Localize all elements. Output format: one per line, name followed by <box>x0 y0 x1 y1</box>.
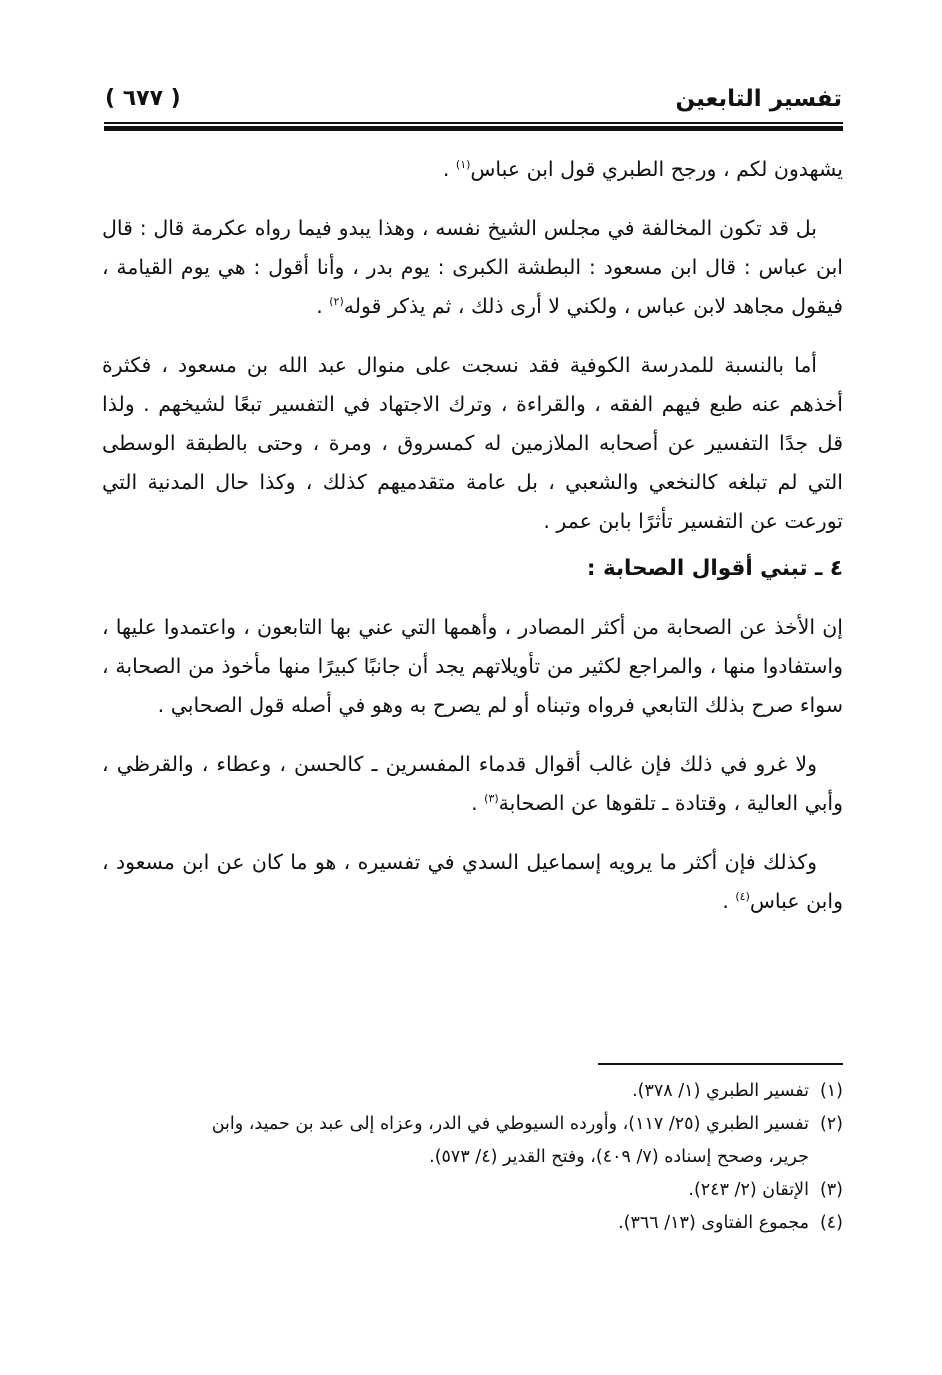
paragraph-1: يشهدون لكم ، ورجح الطبري قول ابن عباس$^{(١)}$ . <box>442 157 843 181</box>
footnote-ref-2: (٢) <box>329 295 344 309</box>
paragraph-6: وكذلك فإن أكثر ما يرويه إسماعيل السدي في تفسيره ، هو ما كان عن ابن مسعود ، وابن عباس$^{(٤)}$ . <box>102 850 843 913</box>
footnote-3: (٣)الإتقان (٢/ ٢٤٣). <box>688 1180 843 1200</box>
paragraph-5: ولا غرو في ذلك فإن غالب أقوال قدماء المفسرين ـ كالحسن ، وعطاء ، والقرظي ، وأبي العالية ، وقتادة ـ تلقوها عن الصحابة$^{(٣)}$ . <box>102 752 843 815</box>
header-rule-thick <box>104 126 843 131</box>
page-number: ( ٦٧٧ ) <box>105 86 181 111</box>
footnote-ref-3: (٣) <box>484 792 499 806</box>
footnote-separator <box>598 1063 843 1065</box>
footnote-2-continued: جرير، وصحح إسناده (٧/ ٤٠٩)، وفتح القدير (٤/ ٥٧٣). <box>429 1147 809 1167</box>
running-header-title: تفسير التابعين <box>675 86 842 112</box>
footnote-ref-1: (١) <box>455 158 471 172</box>
footnote-4: (٤)مجموع الفتاوى (١٣/ ٣٦٦). <box>618 1213 843 1233</box>
body-text <box>102 150 843 921</box>
footnote-2: (٢)تفسير الطبري (٢٥/ ١١٧)، وأورده السيوطي في الدر، وعزاه إلى عبد بن حميد، وابن <box>211 1114 843 1134</box>
footnote-1: (١)تفسير الطبري (١/ ٣٧٨). <box>632 1081 843 1101</box>
paragraph-3: أما بالنسبة للمدرسة الكوفية فقد نسجت على منوال عبد الله بن مسعود ، فكثرة أخذهم عنه طبع فيهم الفقه ، والقراءة ، وترك الاجتهاد في التفسير تبعًا لشيخهم . ولذا قل جدًا التفسير عن أصحابه الملازمين له كمسروق ، ومرة ، وحتى بالطبقة الوسطى التي لم تبلغه كالنخعي والشعبي ، بل عامة متقدميهم كذلك ، وكذا حال المدنية التي تورعت عن التفسير تأثرًا بابن عمر . <box>102 353 843 533</box>
footnotes <box>102 1075 843 1240</box>
paragraph-4: إن الأخذ عن الصحابة من أكثر المصادر ، وأهمها التي عني بها التابعون ، واعتمدوا عليها ، واستفادوا منها ، والمراجع لكثير من تأويلاتهم يجد أن جانبًا كبيرًا منها مأخوذ من الصحابة ، سواء صرح بذلك التابعي فرواه وتبناه أو لم يصرح به وهو في أصله قول الصحابي . <box>102 615 843 717</box>
header-rule-thin <box>104 122 843 124</box>
section-heading: ٤ ـ تبني أقوال الصحابة : <box>586 556 843 581</box>
paragraph-2: بل قد تكون المخالفة في مجلس الشيخ نفسه ، وهذا يبدو فيما رواه عكرمة قال : قال ابن عباس : قال ابن مسعود : البطشة الكبرى : يوم بدر ، وأنا أقول : هي يوم القيامة ، فيقول مجاهد لابن عباس ، ولكني لا أرى ذلك ، ثم يذكر قوله$^{(٢)}$ . <box>102 216 843 318</box>
footnote-ref-4: (٤) <box>735 890 750 904</box>
